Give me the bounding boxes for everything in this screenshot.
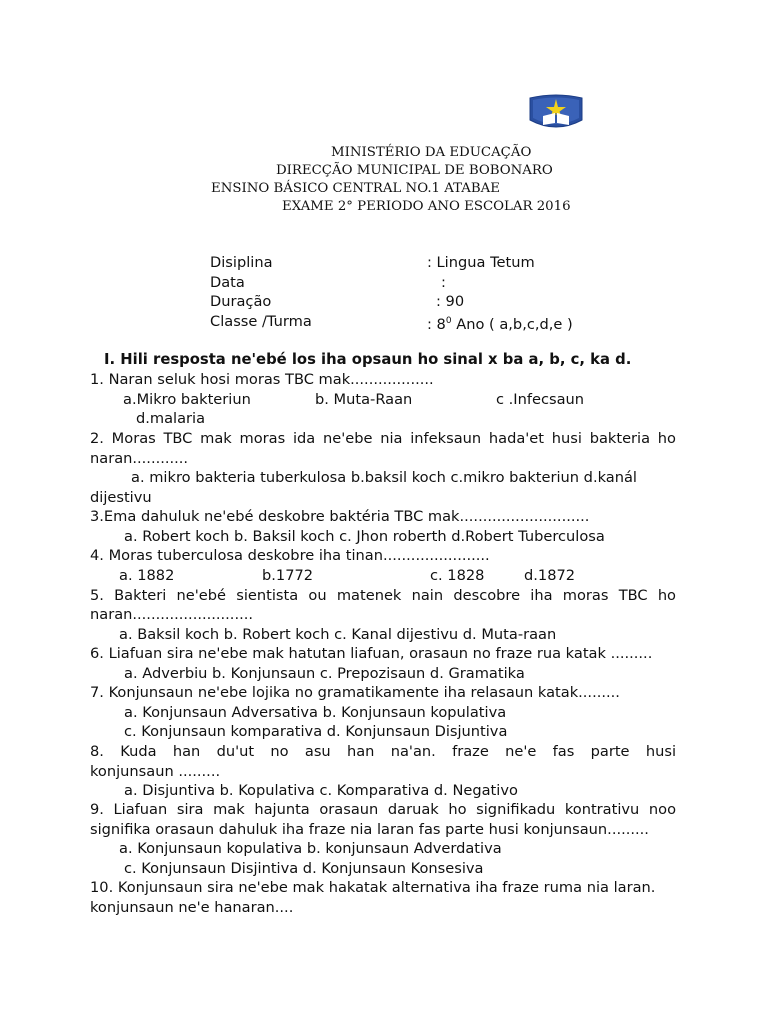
question-10-line-2: konjunsaun ne'e hanaran.... (90, 899, 294, 916)
duracao-label: Duração (210, 293, 272, 310)
classe-label: Classe /Turma (210, 313, 312, 330)
data-label: Data (210, 274, 245, 291)
question-9-line-1: 9. Liafuan sira mak hajunta orasaun daruak ho signifikadu kontrativu noo (90, 801, 676, 818)
q1-option-b: b. Muta-Raan (315, 391, 413, 408)
q1-option-c: c .Infecsaun (496, 391, 585, 408)
question-9-line-2: signifika orasaun dahuluk iha fraze nia laran fas parte husi konjunsaun......... (90, 821, 649, 838)
instruction-heading: I. Hili resposta ne'ebé los iha opsaun ho sinal x ba a, b, c, ka d. (104, 351, 632, 368)
disciplina-value: : Lingua Tetum (427, 254, 535, 271)
q9-options-1: a. Konjunsaun kopulativa b. konjunsaun Adverdativa (119, 840, 502, 857)
question-7: 7. Konjunsaun ne'ebe lojika no gramatikamente iha relasaun katak......... (90, 684, 620, 701)
question-4: 4. Moras tuberculosa deskobre iha tinan....................... (90, 547, 490, 564)
question-6: 6. Liafuan sira ne'ebe mak hatutan liafuan, orasaun no fraze rua katak ......... (90, 645, 653, 662)
q4-option-d: d.1872 (524, 567, 576, 584)
question-2-line-1: 2. Moras TBC mak moras ida ne'ebe nia infeksaun hada'et husi bakteria ho (90, 430, 676, 447)
q2-options-line-2: dijestivu (90, 489, 152, 506)
classe-value: : $8^0$ Ano ( a,b,c,d,e ) (427, 315, 573, 333)
question-3: 3.Ema dahuluk ne'ebé deskobre baktéria TBC mak............................ (90, 508, 590, 525)
question-10-line-1: 10. Konjunsaun sira ne'ebe mak hakatak alternativa iha fraze ruma nia laran. (90, 879, 656, 896)
q2-options-line-1: a. mikro bakteria tuberkulosa b.baksil koch c.mikro bakteriun d.kanál (131, 469, 637, 486)
q4-option-a: a. 1882 (119, 567, 175, 584)
q3-options: a. Robert koch b. Baksil koch c. Jhon roberth d.Robert Tuberculosa (124, 528, 605, 545)
q4-option-b: b.1772 (262, 567, 314, 584)
q9-options-2: c. Konjunsaun Disjintiva d. Konjunsaun Konsesiva (124, 860, 484, 877)
school-emblem-icon (528, 94, 584, 132)
q7-options-2: c. Konjunsaun komparativa d. Konjunsaun Disjuntiva (124, 723, 508, 740)
directorate-title: DIRECÇÃO MUNICIPAL DE BOBONARO (276, 163, 553, 178)
disciplina-label: Disiplina (210, 254, 273, 271)
q7-options-1: a. Konjunsaun Adversativa b. Konjunsaun kopulativa (124, 704, 507, 721)
q5-options: a. Baksil koch b. Robert koch c. Kanal dijestivu d. Muta-raan (119, 626, 557, 643)
ministry-title: MINISTÉRIO DA EDUCAÇÃO (331, 145, 532, 160)
duracao-value: : 90 (436, 293, 465, 310)
question-8-line-2: konjunsaun ......... (90, 763, 221, 780)
question-1: 1. Naran seluk hosi moras TBC mak.................. (90, 371, 434, 388)
q8-options: a. Disjuntiva b. Kopulativa c. Komparativa d. Negativo (124, 782, 518, 799)
question-2-line-2: naran............ (90, 450, 189, 467)
q6-options: a. Adverbiu b. Konjunsaun c. Prepozisaun d. Gramatika (124, 665, 525, 682)
question-8-line-1: 8. Kuda han du'ut no asu han na'an. fraze ne'e fas parte husi (90, 743, 676, 760)
question-5-line-2: naran.......................... (90, 606, 253, 623)
q4-option-c: c. 1828 (430, 567, 485, 584)
data-value: : (441, 274, 446, 291)
exam-title: EXAME 2° PERIODO ANO ESCOLAR 2016 (282, 199, 571, 214)
question-5-line-1: 5. Bakteri ne'ebé sientista ou matenek nain descobre iha moras TBC ho (90, 587, 676, 604)
school-title: ENSINO BÁSICO CENTRAL NO.1 ATABAE (211, 181, 500, 196)
q1-option-d: d.malaria (136, 410, 206, 427)
q1-option-a: a.Mikro bakteriun (123, 391, 251, 408)
